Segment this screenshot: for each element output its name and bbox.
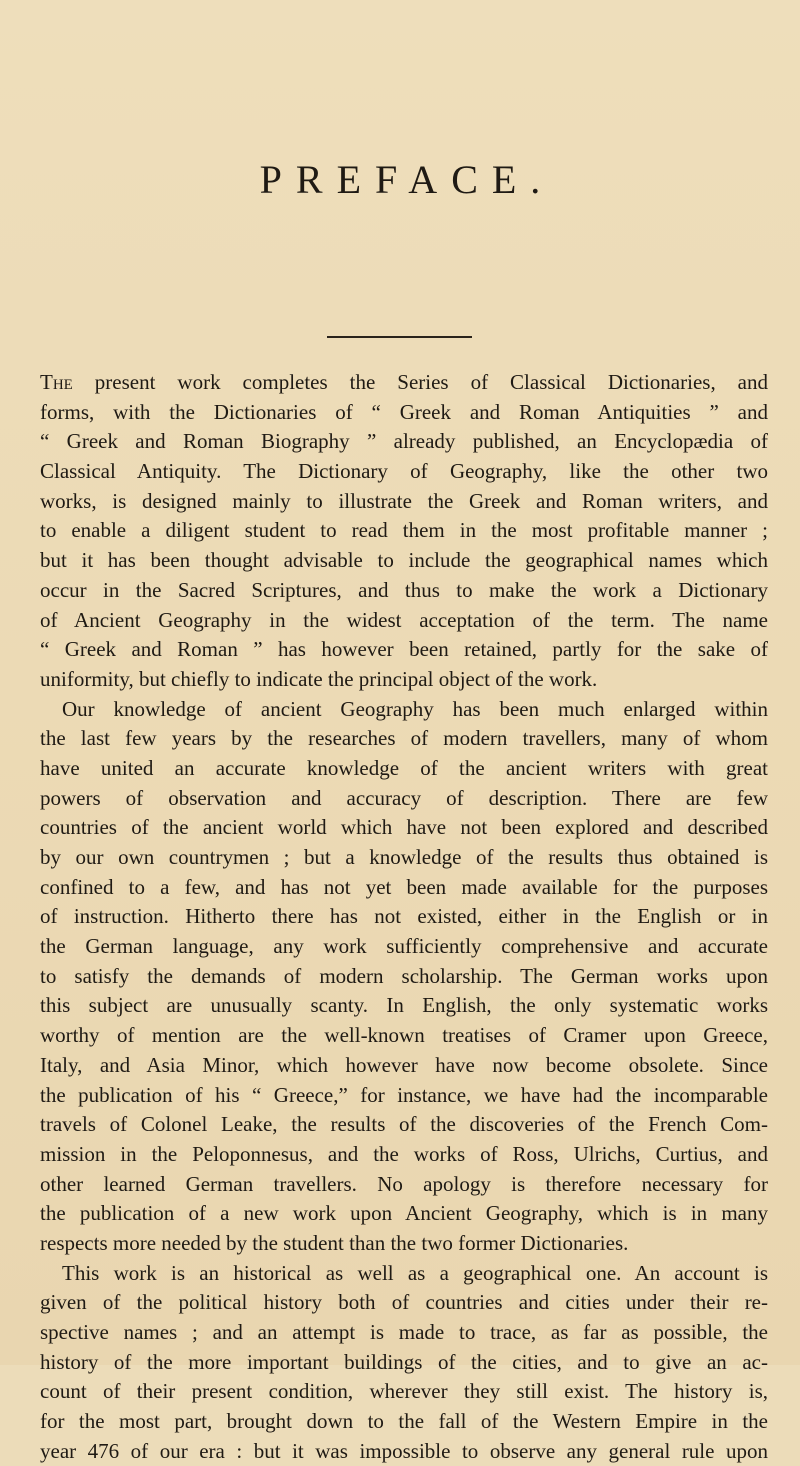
text-line: occur in the Sacred Scriptures, and thus to make the work a Dictionary [40, 577, 768, 602]
text-line: This work is an historical as well as a geographical one. An account is [62, 1260, 768, 1285]
text-line: countries of the ancient world which have not been explored and described [40, 815, 768, 840]
text-line: of Ancient Geography in the widest acceptation of the term. The name [40, 607, 768, 632]
text-line: spective names ; and an attempt is made to trace, as far as possible, the [40, 1320, 768, 1344]
text-line: forms, with the Dictionaries of “ Greek and Roman Antiquities ” and [40, 399, 768, 424]
preface-body [40, 368, 768, 1466]
title-rule [327, 336, 472, 338]
text-line: Italy, and Asia Minor, which however have now become obsolete. Since [40, 1052, 768, 1077]
text-line: respects more needed by the student than the two former Dictionaries. [40, 1230, 629, 1255]
text-line: “ Greek and Roman ” has however been retained, partly for the sake of [40, 637, 768, 662]
text-line: of instruction. Hitherto there has not existed, either in the English or in [40, 904, 768, 929]
text-line: worthy of mention are the well-known treatises of Cramer upon Greece, [40, 1023, 768, 1048]
text-line: the last few years by the researches of modern travellers, many of whom [40, 726, 768, 751]
text-line: other learned German travellers. No apology is therefore necessary for [40, 1171, 768, 1196]
text-line: the German language, any work sufficiently comprehensive and accurate [40, 934, 768, 959]
text-line: by our own countrymen ; but a knowledge of the results thus obtained is [40, 845, 768, 869]
text-line: this subject are unusually scanty. In English, the only systematic works [40, 993, 768, 1018]
text-line: Our knowledge of ancient Geography has been much enlarged within [62, 696, 768, 721]
text-line: The present work completes the Series of Classical Dictionaries, and [40, 370, 768, 394]
text-line: confined to a few, and has not yet been made available for the purposes [40, 874, 768, 899]
text-line: to satisfy the demands of modern scholarship. The German works upon [40, 963, 768, 988]
text-line: “ Greek and Roman Biography ” already published, an Encyclopædia of [40, 429, 768, 454]
text-line: the publication of a new work upon Ancient Geography, which is in many [40, 1201, 768, 1226]
text-line: uniformity, but chiefly to indicate the principal object of the work. [40, 666, 598, 691]
lead-word: The [40, 370, 73, 394]
page-title: PREFACE. [259, 157, 555, 202]
text-line: given of the political history both of countries and cities under their re- [40, 1290, 768, 1315]
text-line: powers of observation and accuracy of description. There are few [40, 785, 768, 810]
text-line: have united an accurate knowledge of the ancient writers with great [40, 755, 768, 780]
text-line: but it has been thought advisable to include the geographical names which [40, 548, 768, 573]
text-line: travels of Colonel Leake, the results of the discoveries of the French Com- [40, 1112, 768, 1137]
text-line: count of their present condition, wherever they still exist. The history is, [40, 1379, 768, 1404]
text-line: works, is designed mainly to illustrate the Greek and Roman writers, and [40, 488, 768, 513]
text-line: mission in the Peloponnesus, and the works of Ross, Ulrichs, Curtius, and [40, 1141, 768, 1166]
text-line: the publication of his “ Greece,” for instance, we have had the incomparable [40, 1082, 768, 1107]
text-line: for the most part, brought down to the fall of the Western Empire in the [40, 1409, 768, 1434]
text-line: Classical Antiquity. The Dictionary of Geography, like the other two [40, 459, 768, 484]
text-line: to enable a diligent student to read them in the most profitable manner ; [40, 518, 768, 543]
text-line: year 476 of our era : but it was impossible to observe any general rule upon [40, 1438, 768, 1463]
text-line: history of the more important buildings of the cities, and to give an ac- [40, 1349, 768, 1374]
